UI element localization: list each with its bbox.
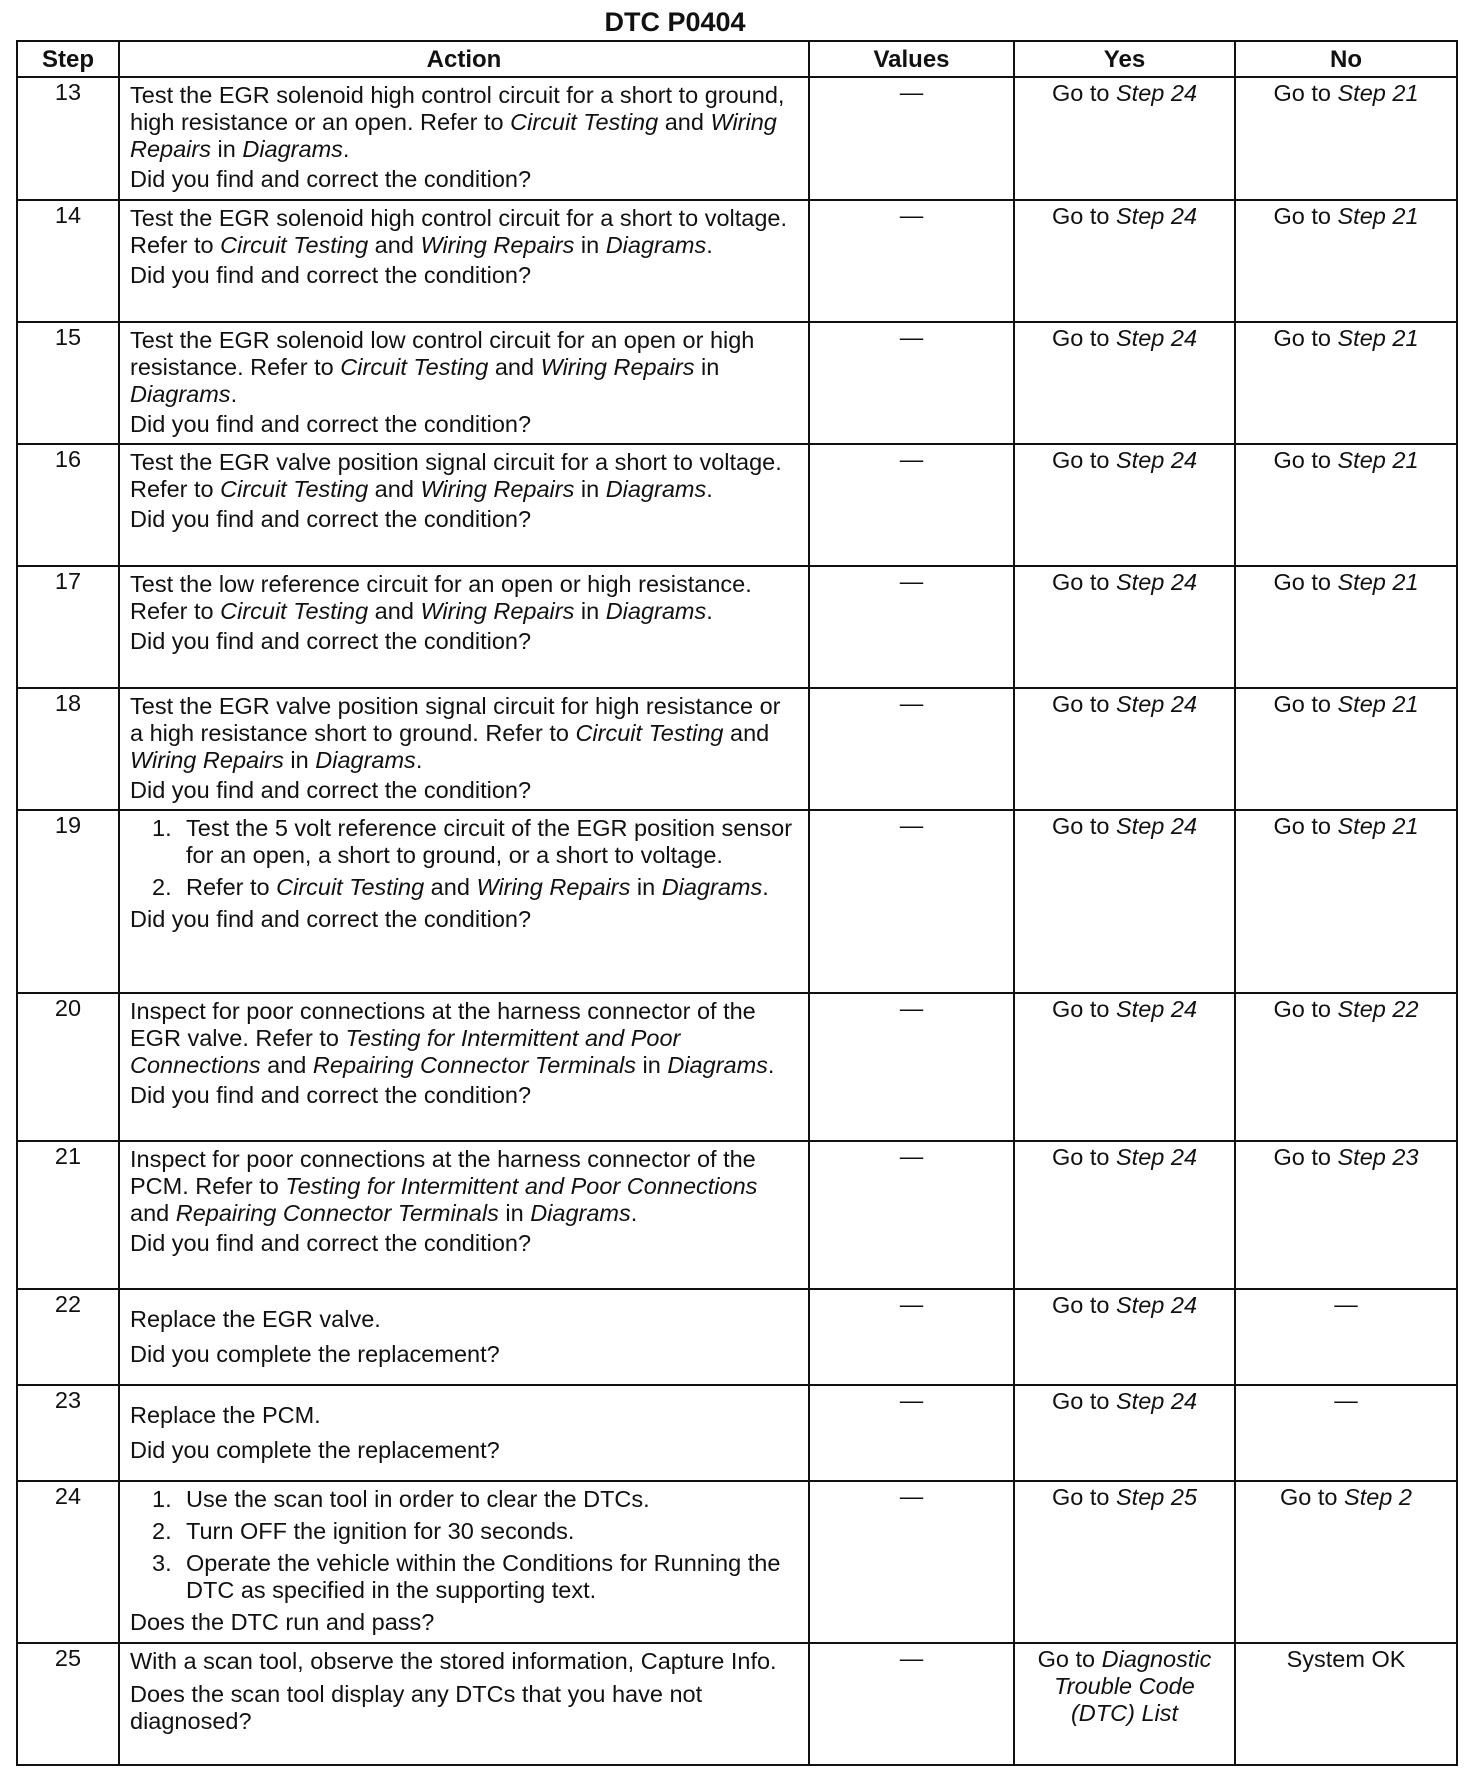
values-cell: — [809,1289,1014,1385]
table-row [17,1141,1457,1289]
header-step: Step [17,41,119,77]
question-text: Did you complete the replacement? [130,1341,500,1367]
list-item: 3. Operate the vehicle within the Conditions for Running the DTC as specified in the supporting text. [152,1550,781,1603]
yes-cell: Go to Step 24 [1014,444,1235,566]
numbered-list [130,1486,800,1604]
question-text: Did you find and correct the condition? [130,262,532,288]
yes-cell: Go to Step 24 [1014,566,1235,688]
list-item: 2. Turn OFF the ignition for 30 seconds. [152,1518,575,1544]
header-no: No [1235,41,1457,77]
no-cell: Go to Step 21 [1235,444,1457,566]
yes-cell: Go to Step 24 [1014,200,1235,322]
values-cell: — [809,77,1014,200]
step-number: 15 [17,322,119,444]
no-cell: Go to Step 21 [1235,200,1457,322]
no-cell: Go to Step 21 [1235,566,1457,688]
no-cell: Go to Step 23 [1235,1141,1457,1289]
header-values: Values [809,41,1014,77]
no-cell: Go to Step 21 [1235,322,1457,444]
yes-cell: Go to Diagnostic Trouble Code (DTC) List [1014,1643,1235,1765]
header-row [17,41,1457,77]
action-cell: Test the EGR solenoid low control circuit for an open or high resistance. Refer to Circuit Testing and Wiring Repairs in Diagrams. Did you find and correct the condition? [119,322,809,444]
yes-cell: Go to Step 24 [1014,993,1235,1141]
question-text: Did you find and correct the condition? [130,506,532,532]
step-number: 17 [17,566,119,688]
yes-cell: Go to Step 24 [1014,77,1235,200]
table-row [17,1289,1457,1385]
yes-cell: Go to Step 24 [1014,1141,1235,1289]
question-text: Did you find and correct the condition? [130,1082,532,1108]
values-cell: — [809,1481,1014,1643]
step-number: 23 [17,1385,119,1481]
no-cell: Go to Step 21 [1235,688,1457,810]
no-cell: Go to Step 2 [1235,1481,1457,1643]
table-row [17,810,1457,993]
yes-cell: Go to Step 25 [1014,1481,1235,1643]
no-cell: — [1235,1385,1457,1481]
table-row [17,566,1457,688]
step-number: 13 [17,77,119,200]
values-cell: — [809,810,1014,993]
question-text: Did you find and correct the condition? [130,166,532,192]
list-item: 2. Refer to Circuit Testing and Wiring Repairs in Diagrams. [152,874,769,900]
action-cell: Test the EGR valve position signal circuit for a short to voltage. Refer to Circuit Testing and Wiring Repairs in Diagrams. Did you find and correct the condition? [119,444,809,566]
numbered-list [130,815,800,901]
yes-cell: Go to Step 24 [1014,810,1235,993]
list-item: 1. Test the 5 volt reference circuit of the EGR position sensor for an open, a short to ground, or a short to voltage. [152,815,793,868]
step-number: 16 [17,444,119,566]
values-cell: — [809,566,1014,688]
question-text: Does the scan tool display any DTCs that you have not diagnosed? [130,1681,703,1734]
step-number: 21 [17,1141,119,1289]
values-cell: — [809,444,1014,566]
no-cell: Go to Step 21 [1235,810,1457,993]
no-cell: Go to Step 22 [1235,993,1457,1141]
action-cell: Test the EGR solenoid high control circuit for a short to ground, high resistance or an open. Refer to Circuit Testing and Wiring Repairs in Diagrams. Did you find and correct the condition? [119,77,809,200]
step-number: 14 [17,200,119,322]
header-action: Action [119,41,809,77]
yes-cell: Go to Step 24 [1014,322,1235,444]
action-cell: Replace the PCM. Did you complete the replacement? [119,1385,809,1481]
table-row [17,1385,1457,1481]
values-cell: — [809,200,1014,322]
question-text: Did you complete the replacement? [130,1437,500,1463]
step-number: 24 [17,1481,119,1643]
action-cell [119,1481,809,1643]
page-title: DTC P0404 [604,7,746,37]
question-text: Does the DTC run and pass? [130,1609,435,1635]
action-cell: Test the EGR solenoid high control circuit for a short to voltage. Refer to Circuit Testing and Wiring Repairs in Diagrams. Did you find and correct the condition? [119,200,809,322]
no-cell: Go to Step 21 [1235,77,1457,200]
yes-cell: Go to Step 24 [1014,1289,1235,1385]
action-cell: Test the EGR valve position signal circuit for high resistance or a high resistance short to ground. Refer to Circuit Testing and Wiring Repairs in Diagrams. Did you find and correct the condition? [119,688,809,810]
table-row [17,993,1457,1141]
action-cell: Inspect for poor connections at the harness connector of the EGR valve. Refer to Testing for Intermittent and Poor Connections and Repairing Connector Terminals in Diagrams. Did you find and correct the condition? [119,993,809,1141]
values-cell: — [809,1141,1014,1289]
table-row [17,322,1457,444]
values-cell: — [809,1385,1014,1481]
step-number: 18 [17,688,119,810]
action-cell: With a scan tool, observe the stored information, Capture Info. Does the scan tool display any DTCs that you have not diagnosed? [119,1643,809,1765]
diagnostic-table [16,40,1458,1766]
table-row [17,200,1457,322]
table-row [17,1481,1457,1643]
table-row [17,77,1457,200]
no-cell: System OK [1235,1643,1457,1765]
question-text: Did you find and correct the condition? [130,906,532,932]
step-number: 22 [17,1289,119,1385]
table-row [17,444,1457,566]
step-number: 19 [17,810,119,993]
values-cell: — [809,688,1014,810]
list-item: 1. Use the scan tool in order to clear the DTCs. [152,1486,650,1512]
no-cell: — [1235,1289,1457,1385]
yes-cell: Go to Step 24 [1014,1385,1235,1481]
values-cell: — [809,1643,1014,1765]
table-row [17,1643,1457,1765]
header-yes: Yes [1014,41,1235,77]
question-text: Did you find and correct the condition? [130,628,532,654]
question-text: Did you find and correct the condition? [130,777,532,803]
action-cell: Replace the EGR valve. Did you complete the replacement? [119,1289,809,1385]
action-cell: Inspect for poor connections at the harness connector of the PCM. Refer to Testing for Intermittent and Poor Connections and Repairing Connector Terminals in Diagrams. Did you find and correct the condition? [119,1141,809,1289]
table-row [17,688,1457,810]
values-cell: — [809,322,1014,444]
step-number: 25 [17,1643,119,1765]
action-cell: Test the low reference circuit for an open or high resistance. Refer to Circuit Testing and Wiring Repairs in Diagrams. Did you find and correct the condition? [119,566,809,688]
question-text: Did you find and correct the condition? [130,1230,532,1256]
yes-cell: Go to Step 24 [1014,688,1235,810]
action-cell [119,810,809,993]
step-number: 20 [17,993,119,1141]
values-cell: — [809,993,1014,1141]
question-text: Did you find and correct the condition? [130,411,532,437]
